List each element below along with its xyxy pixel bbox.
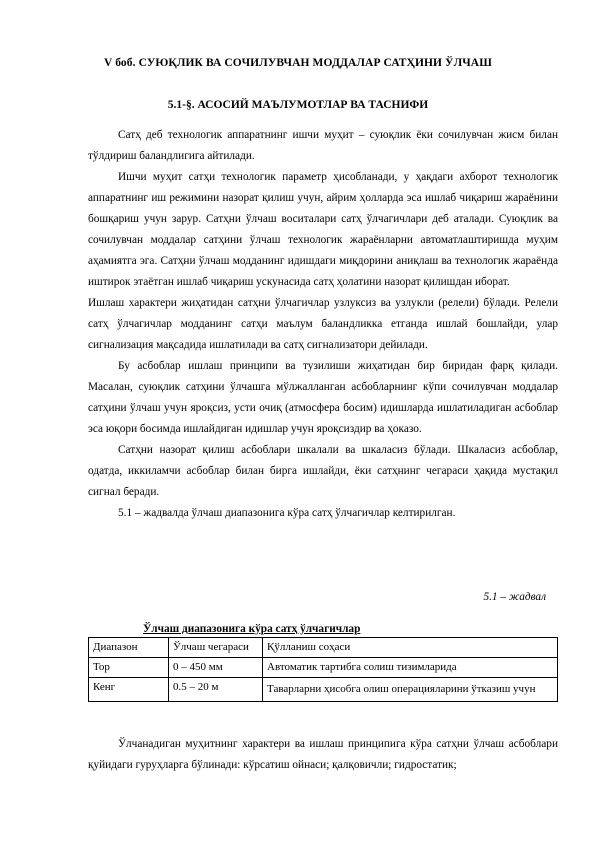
paragraph: Ишлаш характери жиҳатидан сатҳни ўлчагичлар узлуксиз ва узлукли (релели) бўлади. Релели сатҳ ўлчагичлар модданинг сатҳи маълум баландликка етганда ишлай бошлайди, улар сигнализация мақсадида ишлатилади ва сатҳ сигнализатори дейилади. bbox=[88, 297, 558, 351]
chapter-title: V боб. СУЮҚЛИК ВА СОЧИЛУВЧАН МОДДАЛАР САТҲИНИ ЎЛЧАШ bbox=[104, 57, 492, 69]
paragraph: Ишчи муҳит сатҳи технологик параметр ҳисобланади, у ҳақдаги ахборот технологик аппаратнинг иш режимини назорат қилиш учун, айрим ҳолларда эса ишлаб чиқариш жараёнини бошқариш учун зарур. Сатҳни ўлчаш воситалари сатҳ ўлчагичлари деб аталади. Суюқлик ва сочилувчан моддалар сатҳини ўлчаш технологик жараёнларни автоматлаштиришда муҳим аҳамиятга эга. Сатҳни ўлчаш модданинг идишдаги миқдорини аниқлаш ва технологик жараёнда иштирок этаётган ишлаб чиқариш ускунасида сатҳ ҳолатини назорат қилишдан иборат. bbox=[88, 171, 558, 288]
paragraph: Бу асбоблар ишлаш принципи ва тузилиши жиҳатидан бир биридан фарқ қилади. Масалан, суюқлик сатҳини ўлчашга мўлжалланган асбобларнинг кўпи сочилувчан моддалар сатҳини ўлчаш учун яроқсиз, усти очиқ (атмосфера босим) идишларда ишлатиладиган асбоблар эса юқори босимда ишлайдиган идишлар учун яроқсиздир ва ҳоказо. bbox=[88, 360, 558, 435]
table-header-row bbox=[89, 638, 558, 658]
table-cell: Таварларни ҳисобга олиш операцияларини ўтказиш учун bbox=[263, 678, 558, 702]
paragraph: Сатҳни назорат қилиш асбоблари шкалали ва шкаласиз бўлади. Шкаласиз асбоблар, одатда, иккиламчи асбоблар билан бирга ишлайди, ёки сатҳнинг чегараси ҳақида мустақил сигнал беради. bbox=[88, 444, 558, 498]
table-cell: Кенг bbox=[89, 678, 169, 702]
table-header-cell: Ўлчаш чегараси bbox=[169, 638, 263, 658]
table-header-cell: Қўлланиш соҳаси bbox=[263, 638, 558, 658]
section-title: 5.1-§. АСОСИЙ МАЪЛУМОТЛАР ВА ТАСНИФИ bbox=[167, 99, 429, 111]
closing-text bbox=[88, 734, 558, 776]
paragraph: Ўлчанадиган муҳитнинг характери ва ишлаш принципига кўра сатҳни ўлчаш асбоблари қуйидаги гуруҳларга бўлинади: кўрсатиш ойнаси; қалқовичли; гидростатик; bbox=[88, 738, 558, 771]
table-row bbox=[89, 678, 558, 702]
table-row bbox=[89, 658, 558, 678]
table-reference: 5.1 – жадвал bbox=[483, 591, 546, 603]
table-cell: 0.5 – 20 м bbox=[169, 678, 263, 702]
range-table bbox=[88, 637, 558, 702]
table-cell: Тор bbox=[89, 658, 169, 678]
body-text bbox=[88, 125, 558, 524]
table-cell: 0 – 450 мм bbox=[169, 658, 263, 678]
table-caption: Ўлчаш диапазонига кўра сатҳ ўлчагичлар bbox=[143, 623, 361, 635]
table-cell: Автоматик тартибга солиш тизимларида bbox=[263, 658, 558, 678]
paragraph: Сатҳ деб технологик аппаратнинг ишчи муҳит – суюқлик ёки сочилувчан жисм билан тўлдириш баландлигига айтилади. bbox=[88, 129, 558, 162]
table-header-cell: Диапазон bbox=[89, 638, 169, 658]
paragraph: 5.1 – жадвалда ўлчаш диапазонига кўра сатҳ ўлчагичлар келтирилган. bbox=[118, 507, 456, 519]
